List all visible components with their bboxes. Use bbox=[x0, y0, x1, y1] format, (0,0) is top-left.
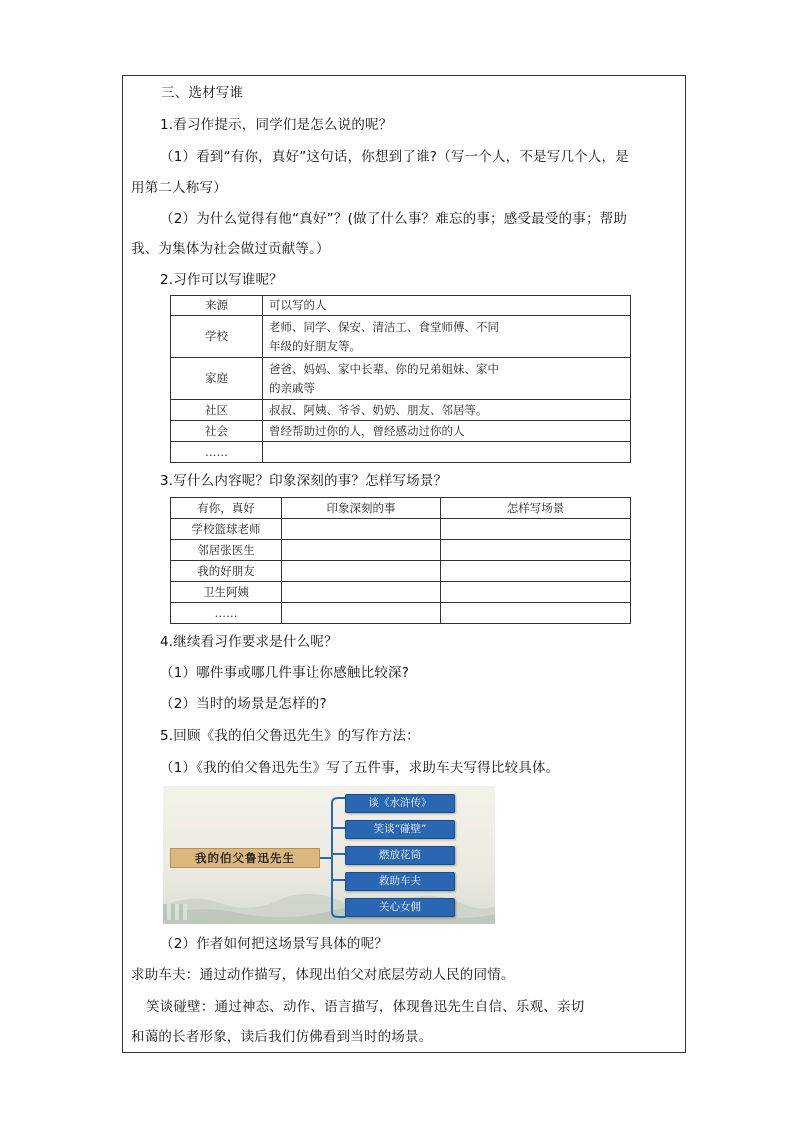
table-row bbox=[171, 400, 631, 421]
row-people bbox=[263, 442, 631, 463]
q4-point-1: （1）哪件事或哪几件事让你感触比较深? bbox=[160, 665, 410, 681]
header-event: 印象深刻的事 bbox=[282, 498, 441, 519]
q5-point-1: （1）《我的伯父鲁迅先生》写了五件事，求助车夫写得比较具体。 bbox=[160, 760, 560, 776]
story-mind-map bbox=[163, 786, 495, 924]
diagram-node: 谈《水浒传》 bbox=[345, 794, 455, 813]
diagram-node: 燃放花筒 bbox=[345, 846, 455, 865]
table-row bbox=[171, 442, 631, 463]
table-row bbox=[171, 540, 631, 561]
row-source: …… bbox=[171, 442, 263, 463]
table-row bbox=[171, 603, 631, 624]
row-people: 爸爸、妈妈、家中长辈、你的兄弟姐妹、家中 的亲戚等 bbox=[263, 358, 631, 400]
q1-paragraph-2-line1: （2）为什么觉得有他“真好”？(做了什么事？难忘的事；感受最受的事；帮助 bbox=[160, 211, 628, 227]
row-people: 叔叔、阿姨、爷爷、奶奶、朋友、邻居等。 bbox=[263, 400, 631, 421]
table-row bbox=[171, 316, 631, 358]
header-source: 来源 bbox=[171, 296, 263, 316]
row-source: 家庭 bbox=[171, 358, 263, 400]
diagram-node: 关心女佣 bbox=[345, 898, 455, 917]
table-row bbox=[171, 421, 631, 442]
q5-point-2: （2）作者如何把这场景写具体的呢？ bbox=[160, 936, 388, 952]
diagram-node: 救助车夫 bbox=[345, 872, 455, 891]
header-people: 可以写的人 bbox=[263, 296, 631, 316]
table-row bbox=[171, 561, 631, 582]
image-corner-mark bbox=[163, 904, 187, 920]
row-person: …… bbox=[171, 603, 282, 624]
q1-paragraph-2-line2: 我、为集体为社会做过贡献等。） bbox=[131, 241, 330, 257]
row-source: 社区 bbox=[171, 400, 263, 421]
table-row bbox=[171, 358, 631, 400]
table-row bbox=[171, 519, 631, 540]
section-title: 三、选材写谁 bbox=[161, 85, 244, 101]
row-person: 卫生阿姨 bbox=[171, 582, 282, 603]
diagram-main-topic: 我的伯父鲁迅先生 bbox=[170, 848, 320, 868]
q4-point-2: （2）当时的场景是怎样的? bbox=[160, 696, 327, 712]
row-people: 曾经帮助过你的人，曾经感动过你的人 bbox=[263, 421, 631, 442]
row-people: 老师、同学、保安、清洁工、食堂师傅、不同 年级的好朋友等。 bbox=[263, 316, 631, 358]
question-3-title: 3.写什么内容呢？印象深刻的事？怎样写场景？ bbox=[160, 473, 448, 489]
table-row bbox=[171, 582, 631, 603]
row-source: 社会 bbox=[171, 421, 263, 442]
q5-point-4-line1: 笑谈碰壁：通过神态、动作、语言描写，体现鲁迅先生自信、乐观、亲切 bbox=[146, 999, 585, 1015]
q1-paragraph-1-line1: （1）看到“有你，真好”这句话，你想到了谁?（写一个人，不是写几个人，是 bbox=[160, 149, 629, 165]
who-to-write-table bbox=[170, 295, 631, 463]
q5-point-3: 求助车夫：通过动作描写，体现出伯父对底层劳动人民的同情。 bbox=[131, 967, 515, 983]
table-header-row bbox=[171, 498, 631, 519]
diagram-node: 笑谈“碰壁” bbox=[345, 820, 455, 839]
row-person: 邻居张医生 bbox=[171, 540, 282, 561]
question-2-title: 2.习作可以写谁呢？ bbox=[160, 272, 283, 288]
row-person: 我的好朋友 bbox=[171, 561, 282, 582]
row-person: 学校篮球老师 bbox=[171, 519, 282, 540]
question-5-title: 5.回顾《我的伯父鲁迅先生》的写作方法： bbox=[160, 728, 420, 744]
row-source: 学校 bbox=[171, 316, 263, 358]
table-header-row bbox=[171, 296, 631, 316]
content-scene-table bbox=[170, 497, 631, 624]
header-person: 有你，真好 bbox=[171, 498, 282, 519]
header-scene: 怎样写场景 bbox=[441, 498, 631, 519]
q1-paragraph-1-line2: 用第二人称写） bbox=[131, 180, 227, 196]
question-1-title: 1.看习作提示，同学们是怎么说的呢？ bbox=[160, 117, 393, 133]
q5-point-4-line2: 和蔼的长者形象，读后我们仿佛看到当时的场景。 bbox=[131, 1029, 433, 1045]
question-4-title: 4.继续看习作要求是什么呢？ bbox=[160, 634, 338, 650]
